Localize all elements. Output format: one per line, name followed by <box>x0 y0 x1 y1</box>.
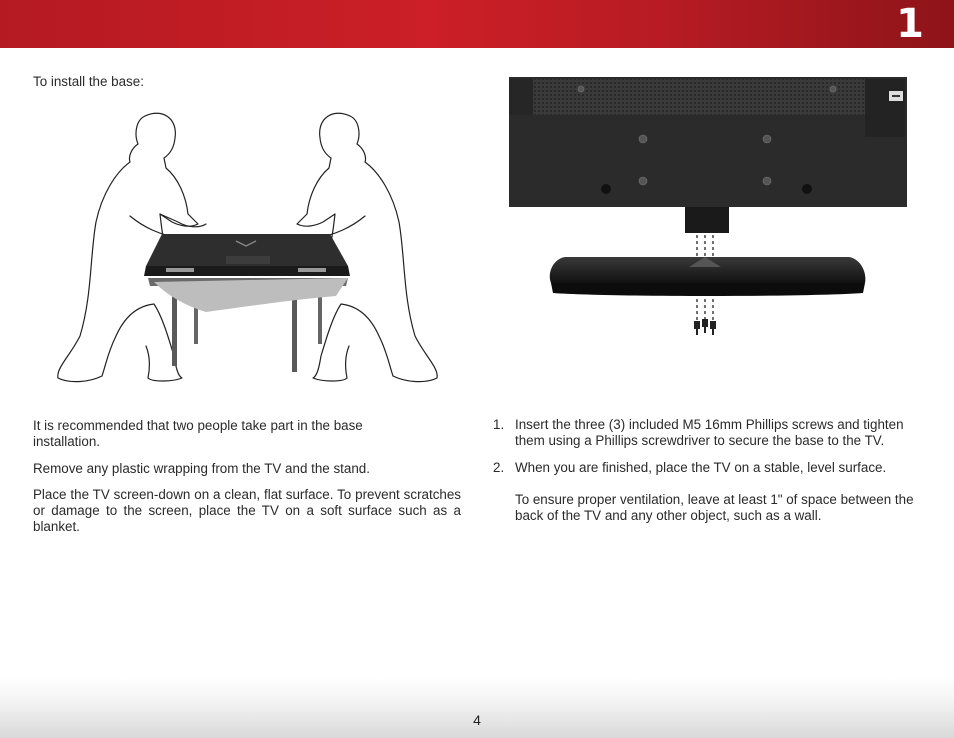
footer-bar <box>0 678 954 738</box>
paragraph-remove-wrapping: Remove any plastic wrapping from the TV and the stand. <box>33 461 370 476</box>
installation-steps <box>493 417 923 535</box>
step-number: 2. <box>493 460 505 475</box>
header-bar <box>0 0 954 48</box>
two-people-install-illustration <box>50 106 445 388</box>
step-text: Insert the three (3) included M5 16mm Phillips screws and tighten them using a Phillips screwdriver to secure the base to the TV. <box>515 417 904 448</box>
intro-text: To install the base: <box>33 74 144 89</box>
page-number: 4 <box>473 712 481 728</box>
paragraph-two-people: It is recommended that two people take part in the base installation. <box>33 418 363 449</box>
ventilation-note: To ensure proper ventilation, leave at least 1" of space between the back of the TV and any other object, such as a wall. <box>515 492 914 523</box>
paragraph-screen-down: Place the TV screen-down on a clean, flat surface. To prevent scratches or damage to the screen, place the TV on a soft surface such as a blanket. <box>33 487 461 534</box>
step-item <box>493 460 923 524</box>
step-item <box>493 417 923 449</box>
step-number: 1. <box>493 417 505 432</box>
tv-back-stand-illustration <box>509 77 907 339</box>
step-text: When you are finished, place the TV on a stable, level surface. <box>515 460 887 475</box>
chapter-number: 1 <box>896 1 924 47</box>
